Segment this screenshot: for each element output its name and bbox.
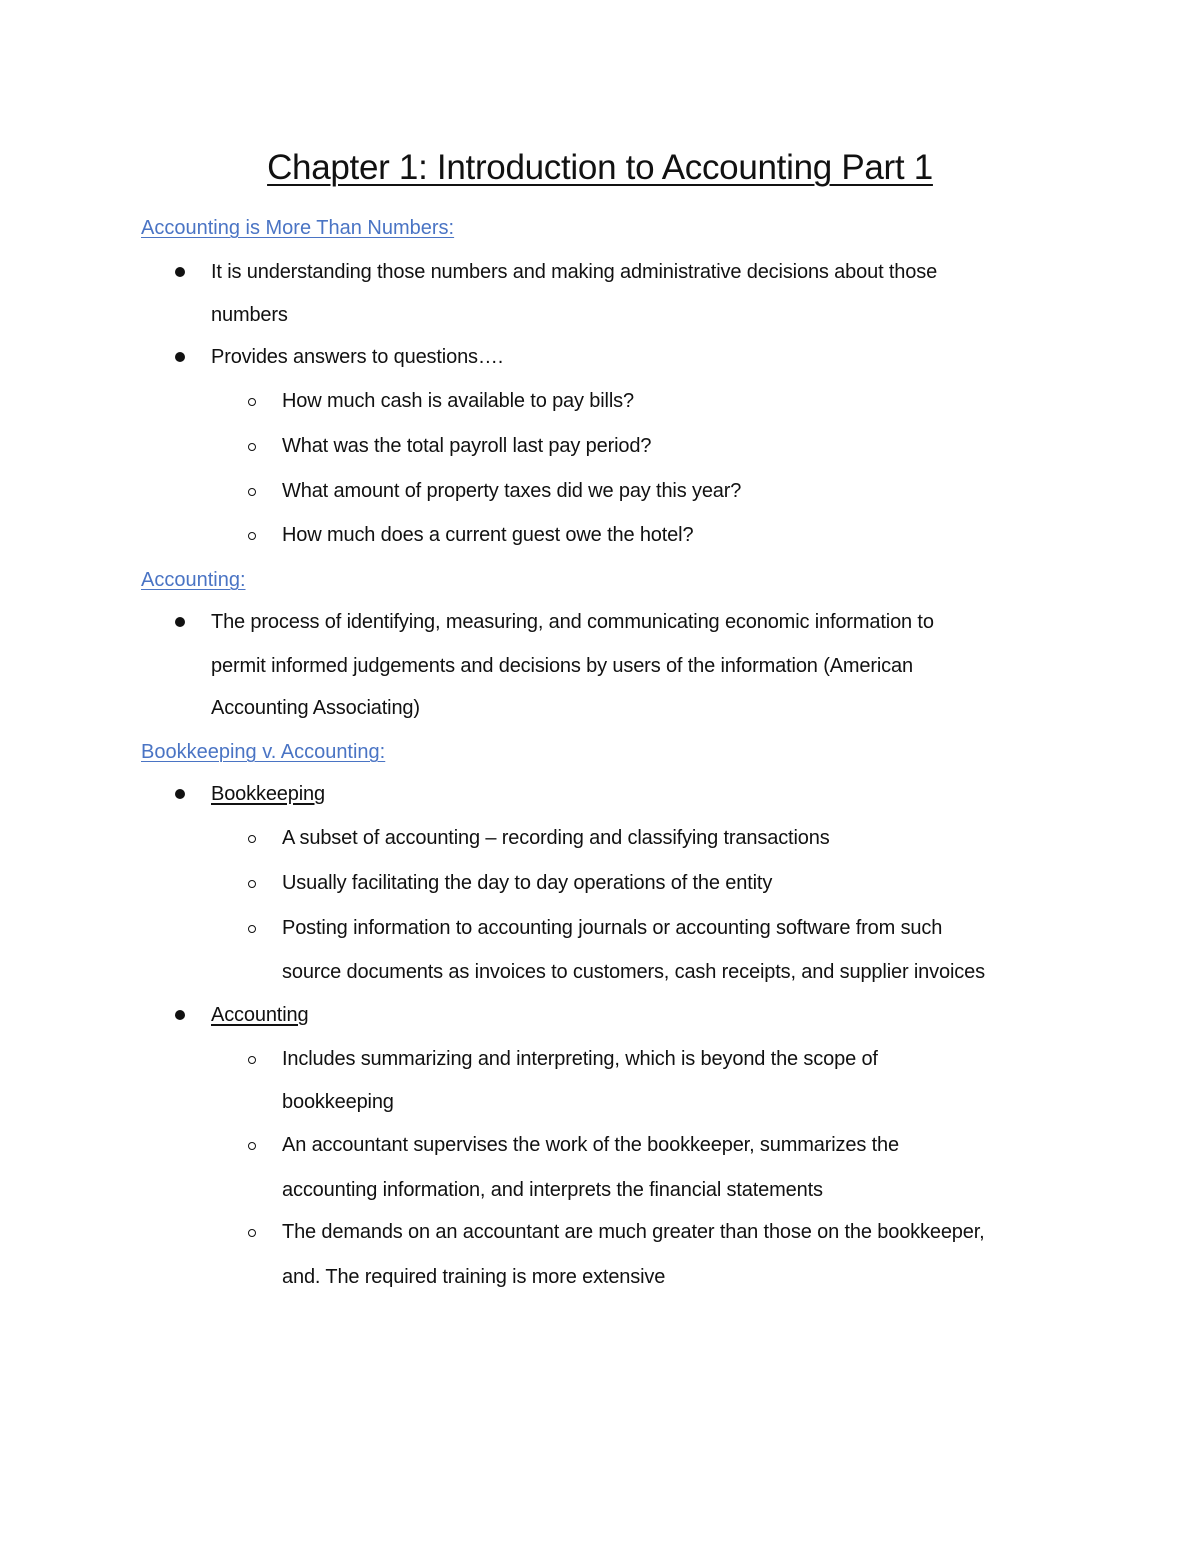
bullet-text: It is understanding those numbers and making administrative decisions about those [211, 261, 938, 283]
sub-bullet-text: Posting information to accounting journals or accounting software from such [282, 917, 943, 939]
sub-bullet-text-continued: accounting information, and interprets the financial statements [282, 1179, 823, 1201]
bullet-marker [175, 617, 185, 627]
bullet-text-continued: Accounting Associating) [211, 697, 420, 719]
sub-bullet-text: How much does a current guest owe the hotel? [282, 524, 694, 546]
bullet-text: The process of identifying, measuring, and communicating economic information to [211, 611, 934, 633]
bullet-marker [175, 1010, 185, 1020]
bullet-text-continued: permit informed judgements and decisions by users of the information (American [211, 655, 913, 677]
sub-bullet-text-continued: bookkeeping [282, 1091, 394, 1113]
sub-bullet-text: The demands on an accountant are much greater than those on the bookkeeper, [282, 1221, 985, 1243]
bullet-marker [175, 267, 185, 277]
sub-bullet-text: A subset of accounting – recording and classifying transactions [282, 827, 830, 849]
sub-bullet-text-continued: and. The required training is more extensive [282, 1266, 666, 1288]
sub-bullet-marker [248, 835, 256, 843]
sub-bullet-marker [248, 1056, 256, 1064]
sub-bullet-marker [248, 880, 256, 888]
sub-bullet-text: What was the total payroll last pay period? [282, 435, 652, 457]
section-heading-accounting: Accounting: [141, 569, 246, 591]
sub-bullet-text: An accountant supervises the work of the bookkeeper, summarizes the [282, 1134, 899, 1156]
sub-bullet-marker [248, 443, 256, 451]
bullet-marker [175, 352, 185, 362]
sub-bullet-marker [248, 925, 256, 933]
sub-bullet-marker [248, 532, 256, 540]
bullet-text: Provides answers to questions…. [211, 346, 504, 368]
sub-bullet-text: How much cash is available to pay bills? [282, 390, 634, 412]
bullet-marker [175, 789, 185, 799]
sub-bullet-marker [248, 488, 256, 496]
sub-bullet-text-continued: source documents as invoices to customers, cash receipts, and supplier invoices [282, 961, 985, 983]
bullet-text-continued: numbers [211, 304, 288, 326]
sub-bullet-text: Usually facilitating the day to day operations of the entity [282, 872, 773, 894]
bullet-text-bookkeeping: Bookkeeping [211, 783, 325, 805]
bullet-text-accounting: Accounting [211, 1004, 309, 1026]
sub-bullet-text: What amount of property taxes did we pay this year? [282, 480, 742, 502]
sub-bullet-marker [248, 1229, 256, 1237]
sub-bullet-text: Includes summarizing and interpreting, which is beyond the scope of [282, 1048, 878, 1070]
page-title: Chapter 1: Introduction to Accounting Part 1 [267, 148, 933, 187]
sub-bullet-marker [248, 398, 256, 406]
section-heading-bookkeeping-v-accounting: Bookkeeping v. Accounting: [141, 741, 386, 763]
section-heading-more-than-numbers: Accounting is More Than Numbers: [141, 217, 455, 239]
sub-bullet-marker [248, 1142, 256, 1150]
